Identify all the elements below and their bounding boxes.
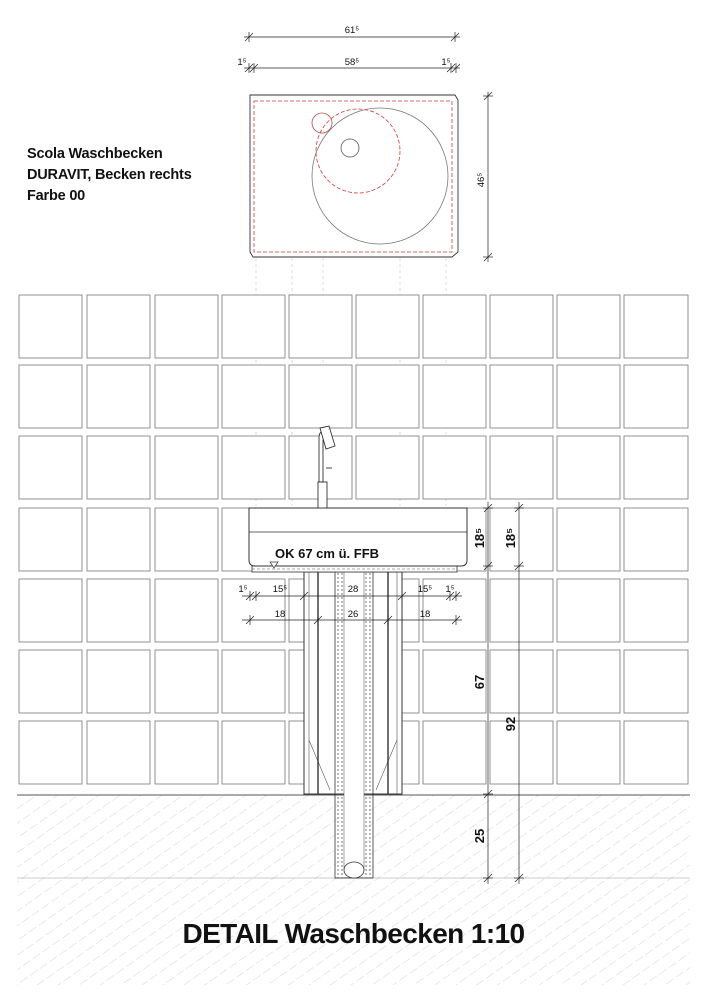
plan-view <box>237 25 493 506</box>
dim-plan-overall: 61⁵ <box>344 25 360 36</box>
dim-plan-edge-right: 1⁵ <box>441 57 451 68</box>
dim-row1-right-small: 1⁵ <box>445 584 455 595</box>
dim-row1-right: 15⁵ <box>417 584 433 595</box>
basin-plan-outline <box>250 95 458 257</box>
dim-row2-center: 26 <box>347 609 359 620</box>
dim-basin-height-b: 18⁵ <box>503 527 518 549</box>
dim-row1-left-small: 1⁵ <box>238 584 248 595</box>
spec-line-manufacturer: DURAVIT, Becken rechts <box>27 167 192 183</box>
spec-line-color: Farbe 00 <box>27 188 86 204</box>
dim-row2-left: 18 <box>274 609 286 620</box>
dim-plan-inner: 58⁵ <box>344 57 360 68</box>
level-label: OK 67 cm ü. FFB <box>275 546 380 561</box>
drawing-title: DETAIL Waschbecken 1:10 <box>182 918 525 949</box>
dim-row1-center: 28 <box>347 584 359 595</box>
dim-depth-25: 25 <box>472 828 487 844</box>
dim-plan-depth: 46⁵ <box>476 172 487 188</box>
dim-basin-height-a: 18⁵ <box>472 527 487 549</box>
dim-height-92: 92 <box>503 716 518 732</box>
dim-plan-edge-left: 1⁵ <box>237 57 247 68</box>
dim-row2-right: 18 <box>419 609 431 620</box>
spec-line-product: Scola Waschbecken <box>27 146 163 162</box>
dim-row1-left: 15⁵ <box>272 584 288 595</box>
dim-height-67: 67 <box>472 674 487 690</box>
